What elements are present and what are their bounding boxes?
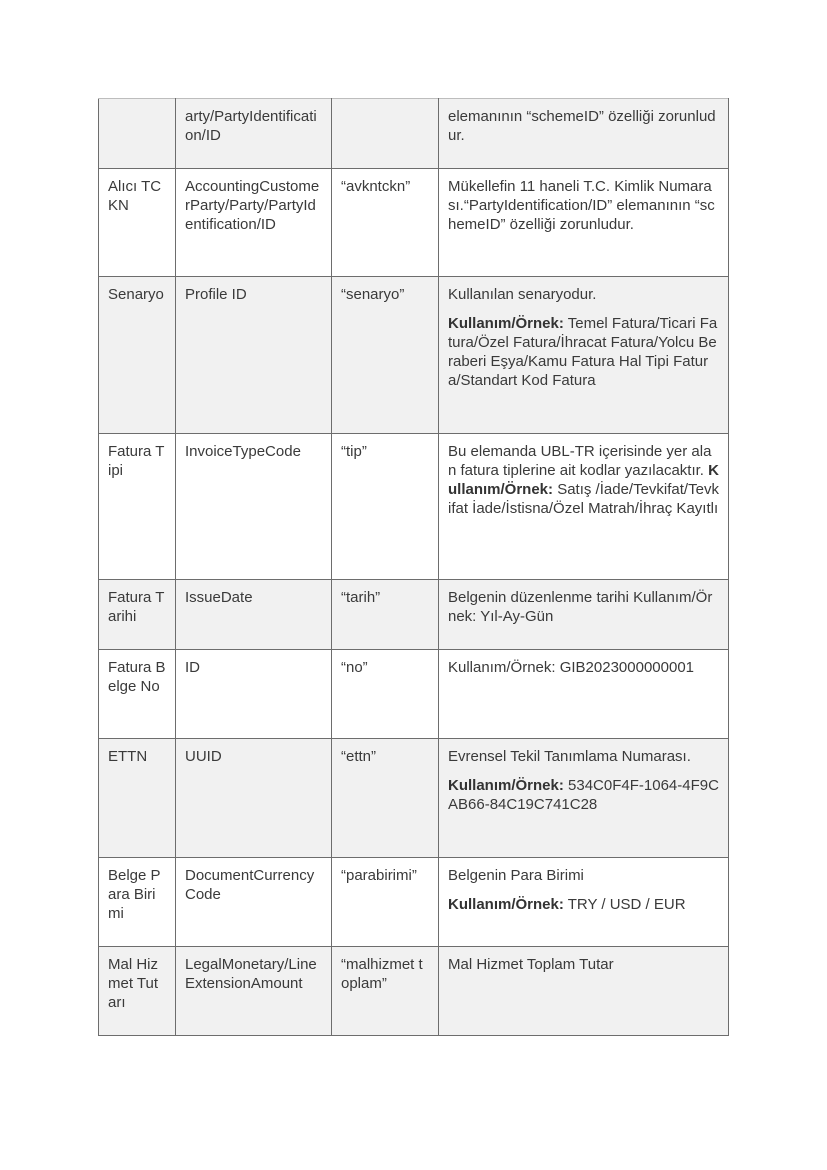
description-cell [439, 580, 729, 650]
key-cell: “tip” [332, 434, 439, 580]
key-cell: “ettn” [332, 739, 439, 858]
key-cell [332, 99, 439, 169]
xml-path-cell: IssueDate [176, 580, 332, 650]
description-cell [439, 277, 729, 434]
description-lead: Bu elemanda UBL-TR içerisinde yer alan fatura tiplerine ait kodlar yazılacaktır. [448, 443, 712, 479]
description-cell [439, 947, 729, 1036]
usage-example [448, 314, 719, 390]
table-row [99, 169, 729, 277]
key-cell: “malhizmet toplam” [332, 947, 439, 1036]
xml-path-cell: DocumentCurrencyCode [176, 858, 332, 947]
field-name-cell: Belge Para Birimi [99, 858, 176, 947]
field-name-cell: Senaryo [99, 277, 176, 434]
description-text [448, 442, 719, 518]
xml-path-cell: LegalMonetary/LineExtensionAmount [176, 947, 332, 1036]
description-cell [439, 739, 729, 858]
description-text: Kullanılan senaryodur. [448, 286, 597, 303]
usage-example [448, 776, 719, 814]
field-name-cell: Fatura Tipi [99, 434, 176, 580]
field-name-cell: Fatura Tarihi [99, 580, 176, 650]
description-text: Mal Hizmet Toplam Tutar [448, 956, 614, 973]
description-cell [439, 650, 729, 739]
usage-label: Kullanım/Örnek: [448, 462, 719, 498]
table-row [99, 580, 729, 650]
xml-path-cell: AccountingCustomerParty/Party/PartyIdentification/ID [176, 169, 332, 277]
key-cell: “avkntckn” [332, 169, 439, 277]
description-text: Mükellefin 11 haneli T.C. Kimlik Numarası.“PartyIdentification/ID” elemanının “schemeID” özelliği zorunludur. [448, 178, 715, 233]
table-row [99, 434, 729, 580]
field-name-cell: ETTN [99, 739, 176, 858]
table-row [99, 947, 729, 1036]
usage-label: Kullanım/Örnek: [448, 315, 564, 332]
key-cell: “parabirimi” [332, 858, 439, 947]
key-cell: “senaryo” [332, 277, 439, 434]
field-name-cell: Mal Hizmet Tutarı [99, 947, 176, 1036]
description-text: Kullanım/Örnek: GIB2023000000001 [448, 659, 694, 676]
description-text: Belgenin Para Birimi [448, 867, 584, 884]
usage-value: Satış /İade/Tevkifat/Tevkifat İade/İstisna/Özel Matrah/İhraç Kayıtlı [448, 481, 719, 517]
table-row [99, 739, 729, 858]
xml-path-cell: ID [176, 650, 332, 739]
description-cell [439, 169, 729, 277]
usage-label: Kullanım/Örnek: [448, 777, 564, 794]
field-name-cell: Fatura Belge No [99, 650, 176, 739]
xml-path-cell: InvoiceTypeCode [176, 434, 332, 580]
xml-path-cell: UUID [176, 739, 332, 858]
description-cell [439, 434, 729, 580]
table-row [99, 858, 729, 947]
description-cell [439, 99, 729, 169]
table-row [99, 277, 729, 434]
description-cell [439, 858, 729, 947]
key-cell: “no” [332, 650, 439, 739]
description-text: Belgenin düzenlenme tarihi Kullanım/Örnek: Yıl-Ay-Gün [448, 589, 713, 625]
table-row [99, 99, 729, 169]
key-cell: “tarih” [332, 580, 439, 650]
xml-path-cell: arty/PartyIdentification/ID [176, 99, 332, 169]
table-row [99, 650, 729, 739]
field-name-cell: Alıcı TCKN [99, 169, 176, 277]
usage-value: TRY / USD / EUR [563, 896, 686, 913]
field-name-cell [99, 99, 176, 169]
usage-label: Kullanım/Örnek: [448, 896, 564, 913]
invoice-field-table [98, 98, 729, 1036]
usage-value: Temel Fatura/Ticari Fatura/Özel Fatura/İhracat Fatura/Yolcu Beraberi Eşya/Kamu Fatura Hal Tipi Fatura/Standart Kod Fatura [448, 315, 718, 389]
description-text: elemanının “schemeID” özelliği zorunludur. [448, 108, 716, 144]
xml-path-cell: Profile ID [176, 277, 332, 434]
usage-example [448, 895, 719, 914]
usage-value: 534C0F4F-1064-4F9CAB66-84C19C741C28 [448, 777, 719, 813]
description-text: Evrensel Tekil Tanımlama Numarası. [448, 748, 691, 765]
